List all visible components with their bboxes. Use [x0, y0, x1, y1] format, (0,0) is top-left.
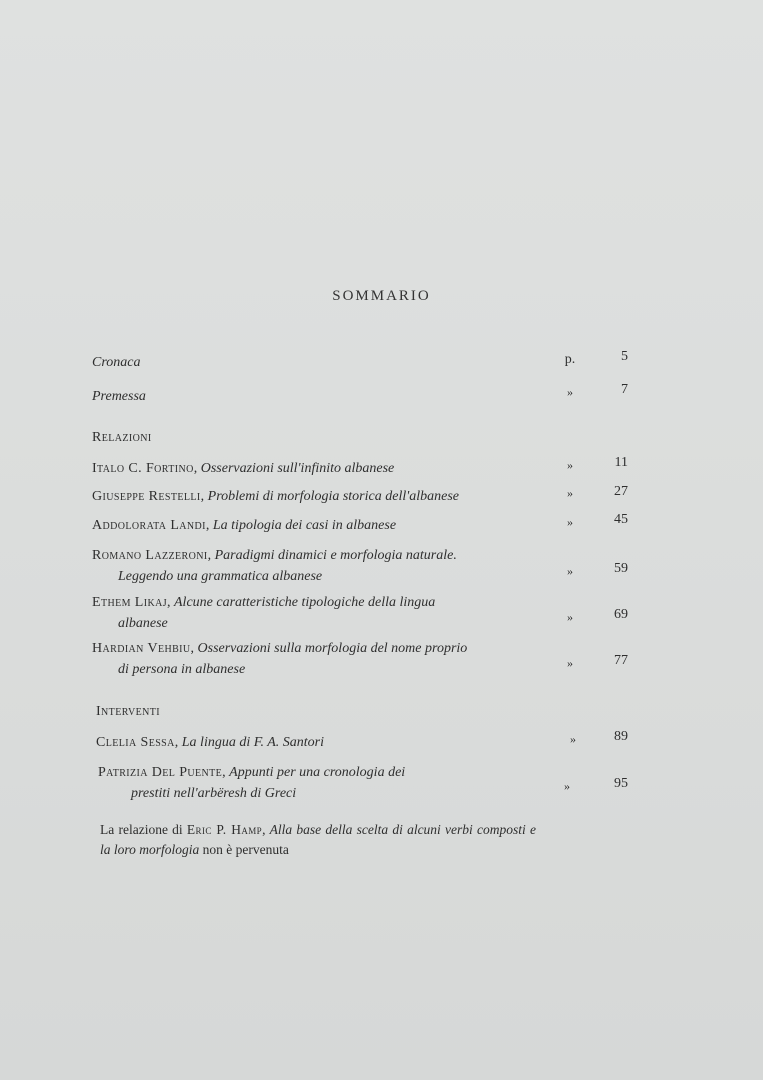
- toc-item-author: Clelia Sessa: [96, 735, 175, 750]
- footnote-suffix: non è pervenuta: [202, 842, 289, 857]
- section-heading-interventi: Interventi: [96, 704, 160, 719]
- toc-item-author: Addolorata Landi: [92, 518, 206, 533]
- toc-item-title-cont: prestiti nell'arbëresh di Greci: [131, 786, 297, 801]
- toc-item-marker: »: [567, 656, 573, 670]
- toc-item-title: La lingua di F. A. Santori: [181, 735, 324, 750]
- footnote-title-cont: alcuni verbi composti e la loro morfologia: [100, 822, 536, 857]
- toc-item: Addolorata Landi, La tipologia dei casi in albanese: [92, 518, 397, 533]
- footnote-prefix: La relazione di: [100, 822, 183, 837]
- toc-item-title: Paradigmi dinamici e morfologia naturale.: [214, 548, 457, 563]
- toc-item-marker: »: [567, 458, 573, 472]
- footnote-title: Alla base della scelta di: [269, 822, 403, 837]
- toc-item-author: Giuseppe Restelli: [92, 489, 201, 504]
- toc-item-page: 11: [614, 455, 628, 470]
- toc-item-page: 27: [614, 484, 628, 499]
- toc-item-title: Alcune caratteristiche tipologiche della lingua: [174, 595, 436, 610]
- toc-item-author: Ethem Likaj: [92, 595, 167, 610]
- toc-item-marker: »: [567, 515, 573, 529]
- toc-item-author: Italo C. Fortino: [92, 461, 194, 476]
- toc-item-author: Hardian Vehbiu: [92, 641, 191, 656]
- toc-item-title-cont: albanese: [118, 616, 168, 631]
- toc-item-page: 77: [614, 653, 628, 668]
- toc-item-page: 45: [614, 512, 628, 527]
- toc-item: Clelia Sessa, La lingua di F. A. Santori: [96, 735, 324, 750]
- section-heading-relazioni: Relazioni: [92, 430, 152, 445]
- toc-item-marker: »: [564, 779, 570, 793]
- toc-item-page: 69: [614, 607, 628, 622]
- toc-item-author: Romano Lazzeroni: [92, 548, 208, 563]
- toc-entry-premessa-label: Premessa: [92, 389, 146, 404]
- toc-item-title-cont: di persona in albanese: [118, 662, 246, 677]
- toc-item-author: Patrizia Del Puente: [98, 765, 223, 780]
- toc-item: Italo C. Fortino, Osservazioni sull'infinito albanese: [92, 461, 395, 476]
- toc-entry-cronaca-marker: p.: [564, 352, 576, 367]
- toc-item-page: 89: [614, 729, 628, 744]
- toc-item-title: Osservazioni sull'infinito albanese: [200, 461, 395, 476]
- page-title: SOMMARIO: [332, 288, 431, 304]
- toc-item-title: Appunti per una cronologia dei: [229, 765, 406, 780]
- toc-item-page: 59: [614, 561, 628, 576]
- toc-item-title: Problemi di morfologia storica dell'albanese: [207, 489, 459, 504]
- toc-entry-cronaca-page: 5: [621, 349, 628, 364]
- toc-item-marker: »: [567, 564, 573, 578]
- toc-entry-premessa-marker: »: [567, 385, 573, 399]
- toc-item: Romano Lazzeroni, Paradigmi dinamici e morfologia naturale. Leggendo una grammatica albanese: [92, 545, 542, 587]
- toc-item-title: Osservazioni sulla morfologia del nome proprio: [197, 641, 468, 656]
- toc-item-title: La tipologia dei casi in albanese: [212, 518, 397, 533]
- toc-item-page: 95: [614, 776, 628, 791]
- toc-item: Giuseppe Restelli, Problemi di morfologia storica dell'albanese: [92, 489, 459, 504]
- footnote: La relazione di Eric P. Hamp, Alla base della scelta di alcuni verbi composti e la loro morfologia non è pervenuta: [100, 822, 536, 857]
- toc-item-marker: »: [567, 486, 573, 500]
- toc-item-marker: »: [567, 610, 573, 624]
- toc-item: Hardian Vehbiu, Osservazioni sulla morfologia del nome proprio di persona in albanese: [92, 638, 542, 680]
- toc-item: Patrizia Del Puente, Appunti per una cronologia dei prestiti nell'arbëresh di Greci: [98, 762, 548, 804]
- toc-item-title-cont: Leggendo una grammatica albanese: [118, 569, 323, 584]
- toc-item: Ethem Likaj, Alcune caratteristiche tipologiche della lingua albanese: [92, 592, 542, 634]
- toc-entry-premessa-page: 7: [621, 382, 628, 397]
- footnote-author: Eric P. Hamp: [186, 822, 263, 837]
- toc-entry-cronaca-label: Cronaca: [92, 355, 141, 370]
- toc-item-marker: »: [570, 732, 576, 746]
